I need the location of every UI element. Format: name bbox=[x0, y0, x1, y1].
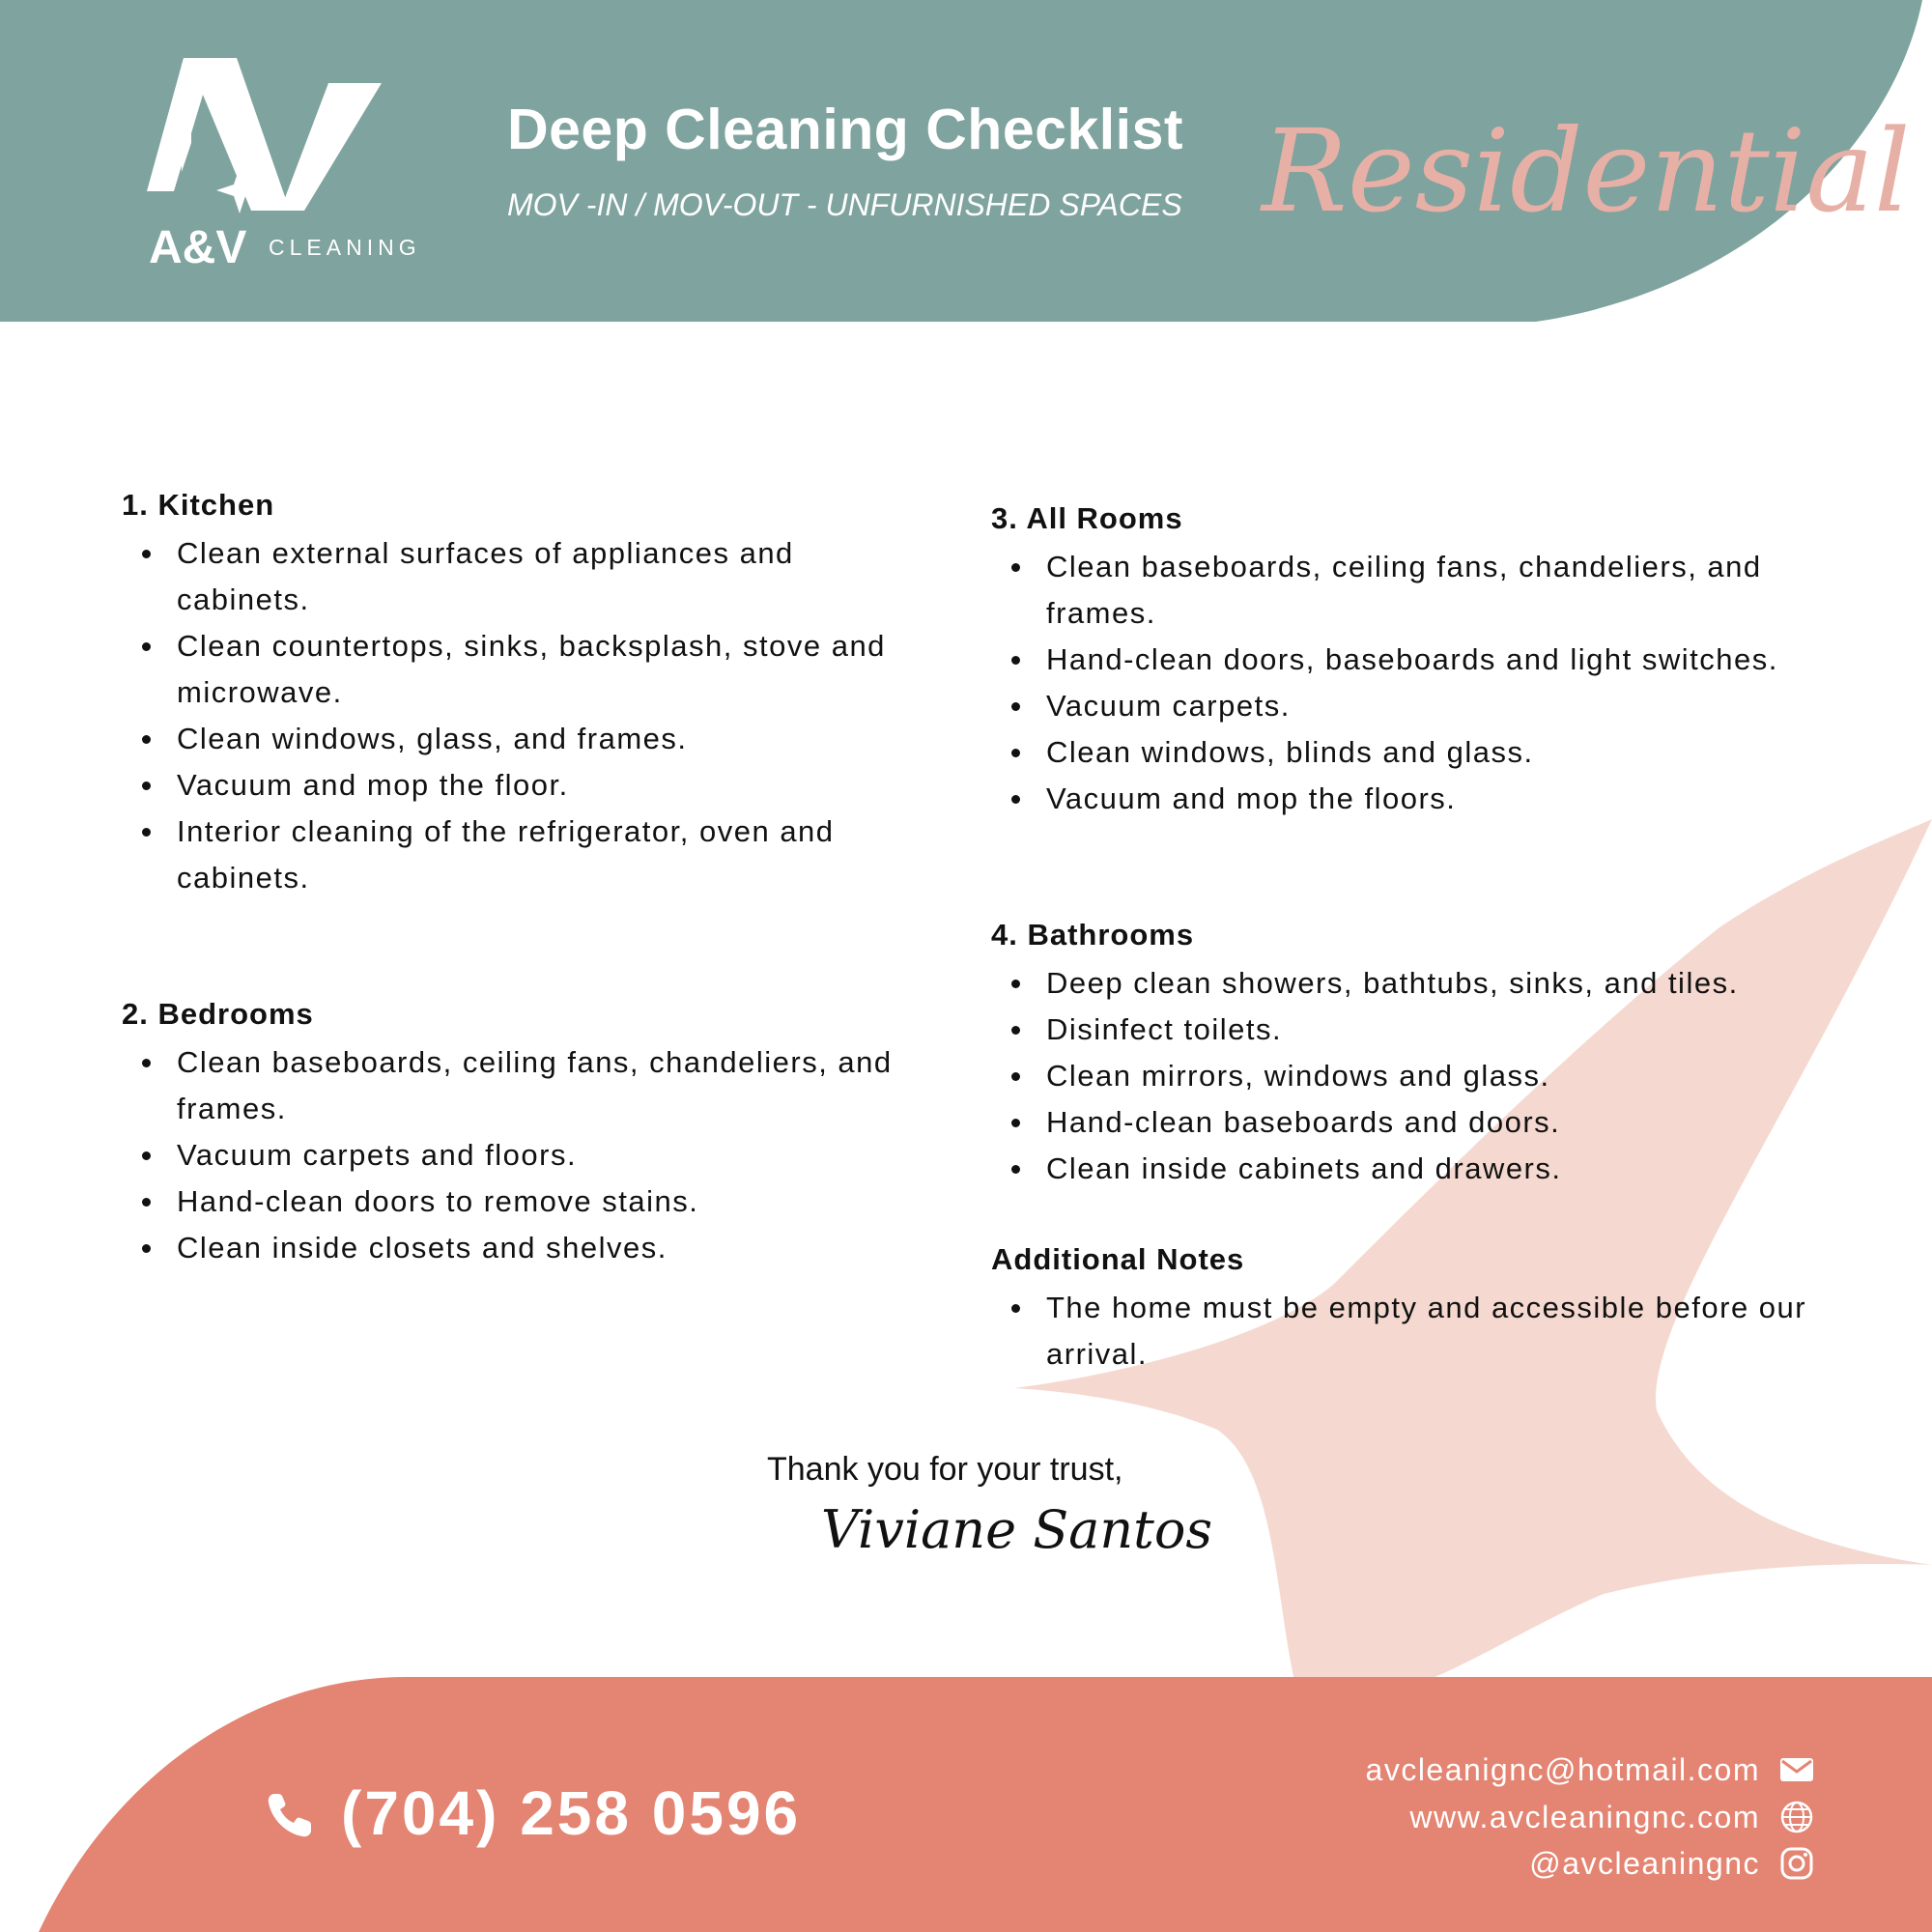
section-title: 3. All Rooms bbox=[991, 501, 1183, 535]
list-item: Clean external surfaces of appliances and cabinets. bbox=[122, 530, 923, 623]
phone-icon bbox=[265, 1790, 315, 1840]
section-kitchen bbox=[122, 488, 923, 901]
section-bathrooms bbox=[991, 918, 1841, 1192]
instagram-row bbox=[1529, 1844, 1760, 1883]
thank-you-text: Thank you for your trust, bbox=[767, 1451, 1123, 1488]
checklist bbox=[122, 1039, 923, 1271]
website-link[interactable]: www.avcleaningnc.com bbox=[1409, 1799, 1760, 1834]
website-row bbox=[1409, 1798, 1760, 1836]
section-all-rooms bbox=[991, 501, 1841, 822]
checklist bbox=[991, 544, 1841, 822]
list-item: Clean windows, blinds and glass. bbox=[991, 729, 1841, 776]
list-item: Clean baseboards, ceiling fans, chandeliers, and frames. bbox=[122, 1039, 923, 1132]
list-item: Vacuum carpets and floors. bbox=[122, 1132, 923, 1179]
list-item: Clean mirrors, windows and glass. bbox=[991, 1053, 1841, 1099]
list-item: Hand-clean baseboards and doors. bbox=[991, 1099, 1841, 1146]
brand-logo bbox=[145, 56, 435, 273]
list-item: Interior cleaning of the refrigerator, oven and cabinets. bbox=[122, 809, 923, 901]
list-item: Vacuum and mop the floors. bbox=[991, 776, 1841, 822]
instagram-link[interactable]: @avcleaningnc bbox=[1529, 1845, 1760, 1881]
instagram-icon bbox=[1779, 1846, 1814, 1881]
list-item: Clean inside cabinets and drawers. bbox=[991, 1146, 1841, 1192]
phone-number-link[interactable]: (704) 258 0596 bbox=[341, 1778, 802, 1848]
section-bedrooms bbox=[122, 997, 923, 1271]
brand-tagline: CLEANING bbox=[269, 235, 421, 260]
list-item: Deep clean showers, bathtubs, sinks, and tiles. bbox=[991, 960, 1841, 1007]
email-row bbox=[1366, 1750, 1760, 1789]
list-item: Disinfect toilets. bbox=[991, 1007, 1841, 1053]
mail-icon bbox=[1779, 1752, 1814, 1787]
section-title: 1. Kitchen bbox=[122, 488, 275, 522]
signature-text: Viviane Santos bbox=[821, 1499, 1213, 1560]
script-word: Residential bbox=[1262, 104, 1911, 238]
checklist bbox=[991, 960, 1841, 1192]
section-title: Additional Notes bbox=[991, 1242, 1245, 1276]
list-item: Clean countertops, sinks, backsplash, stove and microwave. bbox=[122, 623, 923, 716]
list-item: Clean inside closets and shelves. bbox=[122, 1225, 923, 1271]
list-item: Clean windows, glass, and frames. bbox=[122, 716, 923, 762]
email-link[interactable]: avcleanignc@hotmail.com bbox=[1365, 1751, 1760, 1787]
checklist bbox=[991, 1285, 1841, 1378]
page-title: Deep Cleaning Checklist bbox=[507, 98, 1184, 161]
list-item: Vacuum and mop the floor. bbox=[122, 762, 923, 809]
list-item: Hand-clean doors to remove stains. bbox=[122, 1179, 923, 1225]
list-item: Vacuum carpets. bbox=[991, 683, 1841, 729]
page-subtitle: MOV -IN / MOV-OUT - UNFURNISHED SPACES bbox=[507, 187, 1182, 222]
section-title: 2. Bedrooms bbox=[122, 997, 314, 1031]
signature bbox=[821, 1480, 1213, 1577]
logo-mark-icon bbox=[147, 58, 382, 213]
list-item: Hand-clean doors, baseboards and light switches. bbox=[991, 637, 1841, 683]
brand-name: A&V bbox=[149, 222, 247, 273]
globe-icon bbox=[1779, 1800, 1814, 1834]
checklist bbox=[122, 530, 923, 901]
list-item: The home must be empty and accessible before our arrival. bbox=[991, 1285, 1841, 1378]
section-additional-notes bbox=[991, 1242, 1841, 1378]
section-title: 4. Bathrooms bbox=[991, 918, 1195, 952]
list-item: Clean baseboards, ceiling fans, chandeliers, and frames. bbox=[991, 544, 1841, 637]
residential-script-title bbox=[1256, 29, 1911, 251]
